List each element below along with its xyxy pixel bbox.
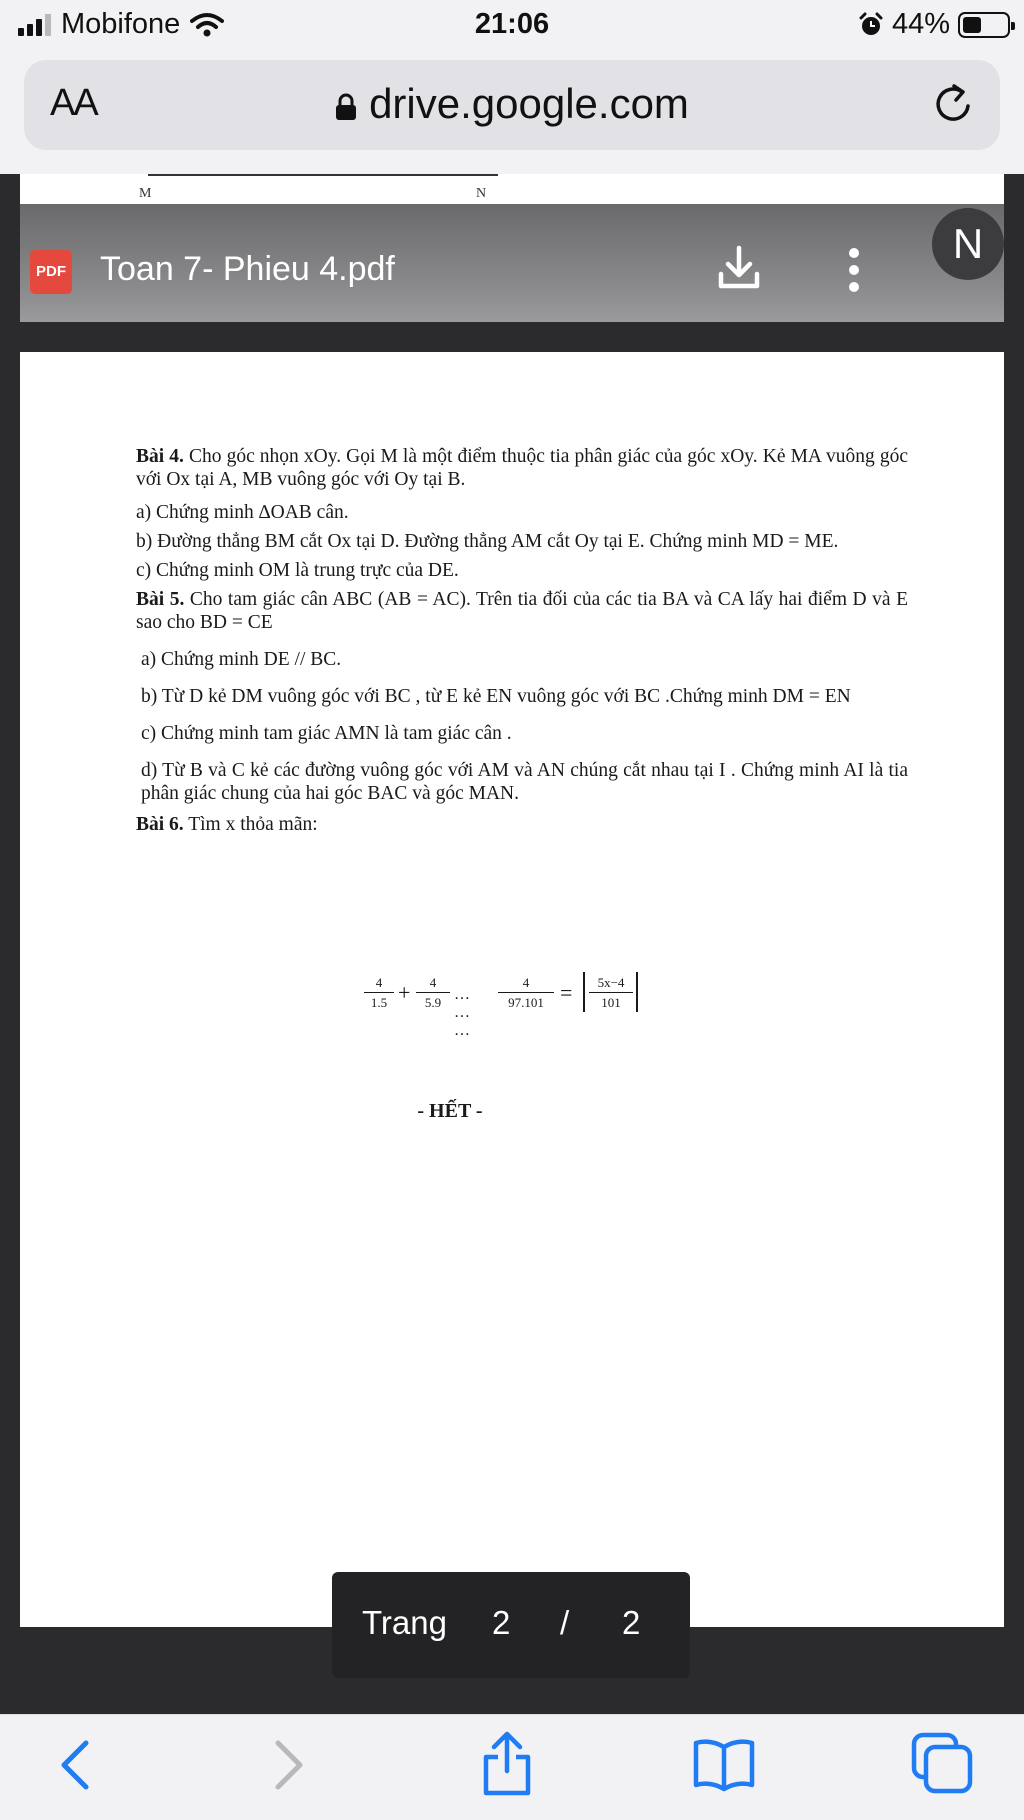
clock: 21:06	[474, 8, 550, 40]
equals-sign: =	[560, 980, 573, 1005]
total-pages: 2	[622, 1604, 641, 1641]
bai5-a: a) Chứng minh DE // BC.	[141, 649, 342, 670]
bai5-title: Bài 5.	[136, 589, 185, 610]
pdf-viewer[interactable]	[0, 174, 1024, 1714]
tabs-icon[interactable]	[910, 1731, 974, 1795]
abs-bar-left	[583, 972, 585, 1012]
url-display[interactable]	[24, 80, 1000, 128]
alarm-icon	[858, 12, 884, 38]
bai5-intro: Bài 5. Cho tam giác cân ABC (AB = AC). Trên tia đối của các tia BA và CA lấy hai điểm D và E sao cho BD = CE	[136, 589, 908, 633]
bai4-b: b) Đường thẳng BM cắt Ox tại D. Đường thẳng AM cắt Oy tại E. Chứng minh MD = ME.	[136, 531, 839, 552]
bai4-intro: Bài 4. Cho góc nhọn xOy. Gọi M là một điểm thuộc tia phân giác của góc xOy. Kẻ MA vuông góc với Ox tại A, MB vuông góc với Oy tại B.	[136, 446, 908, 490]
lock-icon	[335, 93, 357, 121]
carrier-name: Mobifone	[61, 8, 181, 40]
bai4-c: c) Chứng minh OM là trung trực của DE.	[136, 560, 459, 581]
browser-toolbar	[0, 1714, 1024, 1820]
fraction-3: $\frac{4}{97.101}$	[498, 976, 554, 1009]
account-avatar[interactable]: N	[932, 208, 1004, 280]
bai6-title: Bài 6.	[136, 814, 184, 835]
more-options-icon[interactable]	[846, 248, 862, 296]
bai4-title: Bài 4.	[136, 446, 184, 467]
bookmarks-icon[interactable]	[692, 1737, 756, 1793]
viewer-header	[20, 204, 1004, 322]
bai5-c: c) Chứng minh tam giác AMN là tam giác cân .	[141, 723, 512, 744]
bai4-a: a) Chứng minh ∆OAB cân.	[136, 502, 349, 523]
file-title: Toan 7- Phieu 4.pdf	[100, 250, 395, 288]
fraction-4: $\frac{5x-4}{101}$	[589, 976, 633, 1009]
plus-sign: +	[398, 980, 411, 1005]
fraction-1: $\frac{4}{1.5}$	[364, 976, 394, 1009]
fraction-2: $\frac{4}{5.9}$	[416, 976, 450, 1009]
prev-page-label-n: N	[476, 186, 487, 201]
battery-fill	[963, 17, 981, 33]
address-bar[interactable]	[24, 60, 1000, 150]
page-indicator	[332, 1572, 690, 1678]
prev-page-label-m: M	[139, 186, 152, 201]
pdf-file-icon: PDF	[30, 250, 72, 294]
end-marker: - HẾT -	[417, 1100, 483, 1122]
page-indicator-label: Trang	[362, 1604, 447, 1641]
status-bar	[0, 0, 1024, 52]
download-icon[interactable]	[716, 244, 762, 294]
current-page: 2	[492, 1604, 511, 1641]
back-icon[interactable]	[56, 1737, 96, 1793]
url-text: drive.google.com	[369, 80, 689, 127]
forward-icon[interactable]	[268, 1737, 308, 1793]
abs-bar-right	[636, 972, 638, 1012]
battery-icon	[958, 12, 1010, 38]
bai5-b: b) Từ D kẻ DM vuông góc với BC , từ E kẻ EN vuông góc với BC .Chứng minh DM = EN	[141, 686, 851, 707]
pdf-page	[20, 352, 1004, 1627]
page-content	[136, 445, 908, 842]
share-icon[interactable]	[480, 1731, 534, 1797]
bai5-d: d) Từ B và C kẻ các đường vuông góc với AM và AN chúng cắt nhau tại I . Chứng minh AI là tia phân giác chung của hai góc BAC và góc MAN.	[141, 760, 908, 804]
page-separator: /	[560, 1604, 570, 1641]
battery-percent: 44%	[891, 8, 950, 40]
bai6-intro: Bài 6. Tìm x thỏa mãn:	[136, 814, 318, 835]
aa-label: AA	[50, 82, 97, 124]
ellipsis: … … …	[454, 986, 471, 1039]
reload-icon[interactable]	[932, 82, 974, 126]
